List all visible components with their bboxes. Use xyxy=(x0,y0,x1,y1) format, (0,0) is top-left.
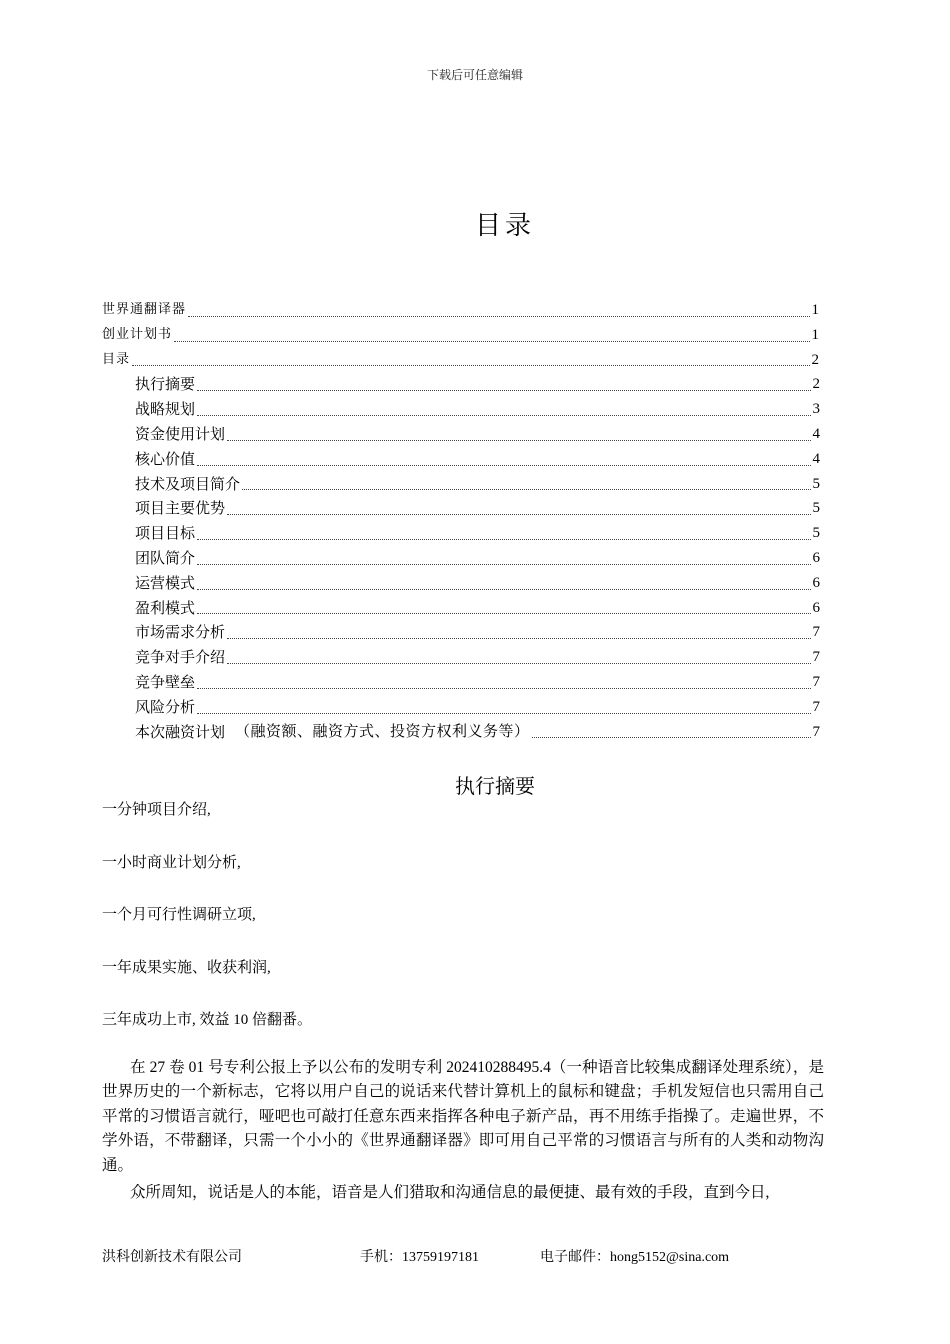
toc-entry[interactable] xyxy=(102,546,820,571)
toc-entry[interactable] xyxy=(102,348,820,373)
summary-lines xyxy=(102,798,832,1061)
toc-leader-dots xyxy=(532,736,811,738)
page-footer xyxy=(102,1246,842,1268)
toc-leader-dots xyxy=(197,389,810,391)
toc-entry[interactable] xyxy=(102,323,820,348)
toc-entry[interactable] xyxy=(102,571,820,596)
toc-entry[interactable] xyxy=(102,397,820,422)
summary-line: 一年成果实施、收获利润, xyxy=(102,959,271,976)
toc-leader-dots xyxy=(197,712,810,714)
toc-entry-page: 2 xyxy=(812,376,820,393)
footer-phone: 手机：13759197181 xyxy=(360,1250,479,1265)
toc-entry-label: 创业计划书 xyxy=(102,326,173,342)
toc-leader-dots xyxy=(197,538,810,540)
toc-entry-label: 本次融资计划 xyxy=(135,722,226,741)
toc-entry[interactable] xyxy=(102,670,820,695)
toc-entry[interactable] xyxy=(102,447,820,472)
table-of-contents xyxy=(102,298,820,744)
summary-line: 一小时商业计划分析, xyxy=(102,854,241,871)
body-paragraph: 在 27 卷 01 号专利公报上予以公布的发明专利 202410288495.4（一种语音比较集成翻译处理系统），是世界历史的一个新标志，它将以用户自己的说话来代替计算机上的鼠标和键盘；手机发短信也只需用自己平常的习惯语言就行，哑吧也可敲打任意东西来指挥各种电子新产品，再不用练手指操了。走遍世界，不学外语，不带翻译，只需一个小小的《世界通翻译器》即可用自己平常的习惯语言与所有的人类和动物沟通。 xyxy=(102,1059,824,1174)
toc-entry-label: 世界通翻译器 xyxy=(102,302,187,317)
toc-entry-label: 项目主要优势 xyxy=(135,499,226,518)
toc-entry-page: 6 xyxy=(812,549,820,566)
toc-entry[interactable] xyxy=(102,298,820,323)
toc-entry-page: 4 xyxy=(812,425,820,442)
toc-entry-label: 项目目标 xyxy=(135,524,196,543)
toc-entry-label: 竞争壁垒 xyxy=(135,672,196,691)
toc-entry-label: 风险分析 xyxy=(135,697,196,716)
toc-title: 目录 xyxy=(474,211,535,241)
footer-email: 电子邮件：hong5152@sina.com xyxy=(540,1250,730,1265)
toc-entry[interactable] xyxy=(102,496,820,521)
toc-entry[interactable] xyxy=(102,620,820,645)
toc-leader-dots xyxy=(197,687,810,689)
toc-entry-page: 7 xyxy=(812,723,820,740)
footer-company: 洪科创新技术有限公司 xyxy=(102,1250,242,1265)
toc-entry[interactable] xyxy=(102,372,820,397)
toc-leader-dots xyxy=(197,414,810,416)
toc-entry[interactable] xyxy=(102,695,820,720)
summary-line: 一分钟项目介绍, xyxy=(102,802,211,818)
toc-entry-page: 1 xyxy=(811,302,820,318)
toc-entry-label: 团队简介 xyxy=(135,548,196,567)
toc-entry-label: 竞争对手介绍 xyxy=(135,648,226,667)
toc-entry-note: （融资额、融资方式、投资方权利义务等） xyxy=(235,723,530,740)
toc-leader-dots xyxy=(188,315,809,317)
toc-entry[interactable] xyxy=(102,596,820,621)
toc-leader-dots xyxy=(227,637,810,639)
toc-entry-label: 运营模式 xyxy=(135,573,196,592)
toc-leader-dots xyxy=(174,340,809,342)
toc-entry-page: 6 xyxy=(812,574,820,591)
toc-leader-dots xyxy=(242,488,810,490)
toc-entry-label: 资金使用计划 xyxy=(135,424,226,443)
toc-leader-dots xyxy=(227,662,810,664)
toc-entry-page: 7 xyxy=(812,698,820,715)
header-note: 下载后可任意编辑 xyxy=(426,68,523,82)
toc-entry-page: 6 xyxy=(812,599,820,616)
toc-entry-label: 目录 xyxy=(102,351,131,367)
toc-entry-page: 5 xyxy=(812,525,820,542)
toc-entry-page: 5 xyxy=(812,500,820,517)
toc-leader-dots xyxy=(197,464,810,466)
toc-entry[interactable] xyxy=(102,521,820,546)
toc-leader-dots xyxy=(227,513,810,515)
toc-leader-dots xyxy=(227,439,810,441)
summary-line: 三年成功上市, 效益 10 倍翻番。 xyxy=(102,1012,313,1029)
toc-entry[interactable] xyxy=(102,645,820,670)
toc-entry-label: 市场需求分析 xyxy=(135,623,226,642)
section-title: 执行摘要 xyxy=(455,774,535,798)
toc-entry-page: 2 xyxy=(811,351,820,368)
toc-leader-dots xyxy=(132,364,809,366)
toc-entry-page: 5 xyxy=(812,475,820,492)
toc-entry[interactable] xyxy=(102,472,820,497)
toc-entry-page: 1 xyxy=(811,326,820,343)
toc-entry-label: 盈利模式 xyxy=(135,598,196,617)
toc-leader-dots xyxy=(197,563,810,565)
toc-entry-label: 战略规划 xyxy=(135,400,196,419)
toc-leader-dots xyxy=(197,588,810,590)
toc-entry-label: 执行摘要 xyxy=(135,375,196,394)
body-paragraph: 众所周知，说话是人的本能，语音是人们猎取和沟通信息的最便捷、最有效的手段，直到今日, xyxy=(130,1184,770,1201)
toc-leader-dots xyxy=(197,612,810,614)
toc-entry[interactable] xyxy=(102,422,820,447)
summary-line: 一个月可行性调研立项, xyxy=(102,907,256,924)
toc-entry-page: 7 xyxy=(812,673,820,690)
toc-entry[interactable] xyxy=(102,720,820,745)
toc-entry-page: 3 xyxy=(812,401,820,418)
toc-entry-page: 4 xyxy=(812,450,820,467)
toc-entry-page: 7 xyxy=(812,624,820,641)
toc-entry-label: 核心价值 xyxy=(135,449,196,468)
toc-entry-label: 技术及项目简介 xyxy=(135,474,241,493)
toc-entry-page: 7 xyxy=(812,649,820,666)
